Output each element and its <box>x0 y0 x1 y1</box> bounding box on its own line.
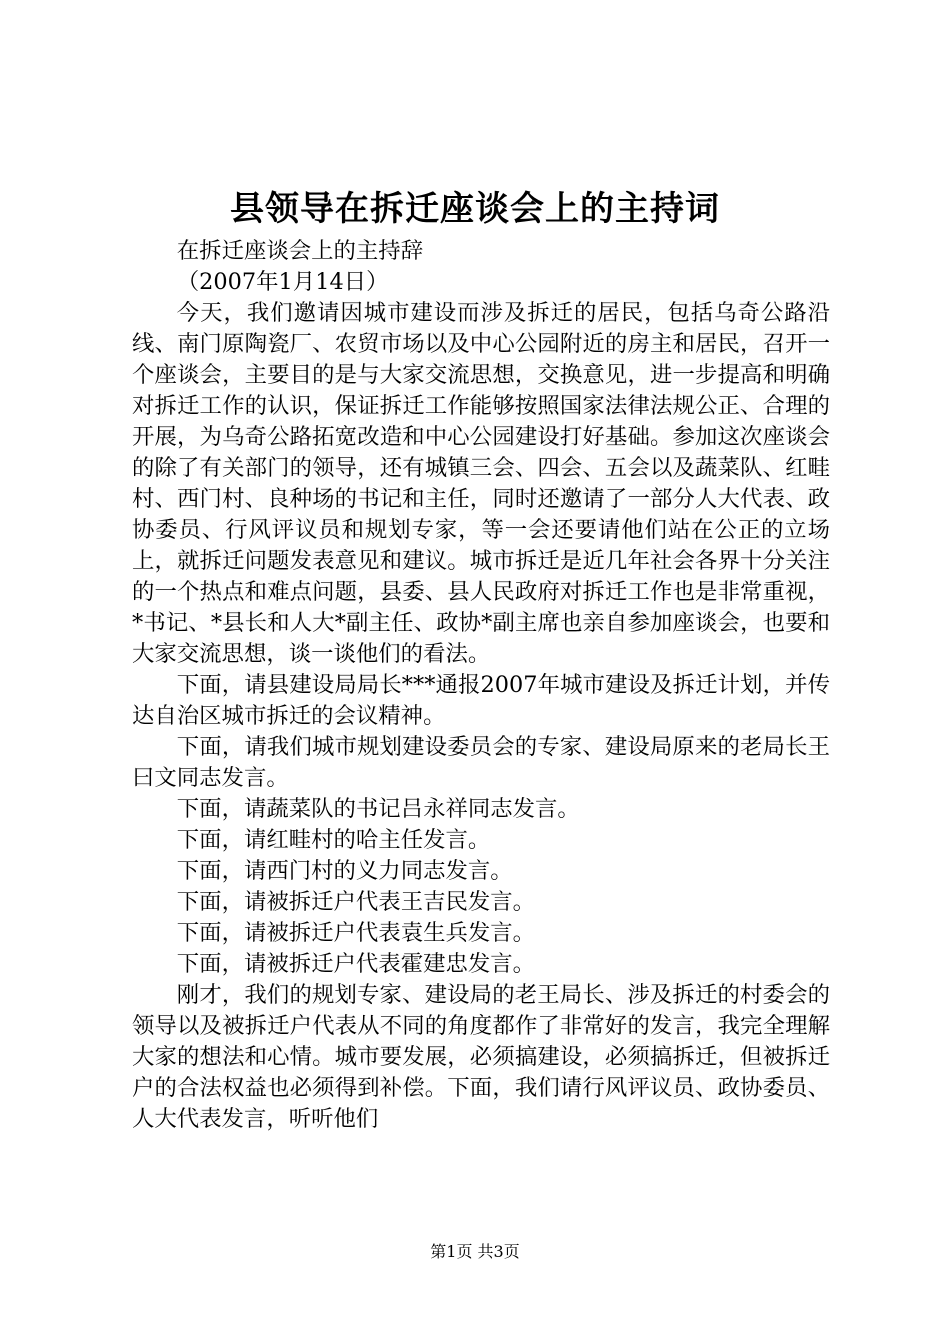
paragraph: 下面，请西门村的义力同志发言。 <box>176 858 513 884</box>
paragraph: 下面，请我们城市规划建设委员会的专家、建设局原来的老局长王曰文同志发言。 <box>132 734 830 791</box>
paragraph: 下面，请蔬菜队的书记吕永祥同志发言。 <box>176 796 580 822</box>
page-footer: 第1页 共3页 <box>430 1242 520 1261</box>
paragraph: 下面，请红畦村的哈主任发言。 <box>176 827 491 853</box>
paragraph: 下面，请被拆迁户代表袁生兵发言。 <box>176 920 536 946</box>
date-line: （2007年1月14日） <box>176 269 389 295</box>
document-body <box>132 236 830 1135</box>
paragraph: 下面，请被拆迁户代表霍建忠发言。 <box>176 951 536 977</box>
paragraph: 下面，请县建设局局长***通报2007年城市建设及拆迁计划，并传达自治区城市拆迁的会议精神。 <box>132 672 830 729</box>
document-title: 县领导在拆迁座谈会上的主持词 <box>230 189 720 229</box>
paragraph: 下面，请被拆迁户代表王吉民发言。 <box>176 889 536 915</box>
subtitle: 在拆迁座谈会上的主持辞 <box>176 238 424 264</box>
paragraph: 今天，我们邀请因城市建设而涉及拆迁的居民，包括乌奇公路沿线、南门原陶瓷厂、农贸市场以及中心公园附近的房主和居民，召开一个座谈会，主要目的是与大家交流思想，交换意见，进一步提高和明确对拆迁工作的认识，保证拆迁工作能够按照国家法律法规公正、合理的开展，为乌奇公路拓宽改造和中心公园建设打好基础。参加这次座谈会的除了有关部门的领导，还有城镇三会、四会、五会以及蔬菜队、红畦村、西门村、良种场的书记和主任，同时还邀请了一部分人大代表、政协委员、行风评议员和规划专家，等一会还要请他们站在公正的立场上，就拆迁问题发表意见和建议。城市拆迁是近几年社会各界十分关注的一个热点和难点问题，县委、县人民政府对拆迁工作也是非常重视，*书记、*县长和人大*副主任、政协*副主席也亲自参加座谈会，也要和大家交流思想，谈一谈他们的看法。 <box>132 300 830 667</box>
paragraph: 刚才，我们的规划专家、建设局的老王局长、涉及拆迁的村委会的领导以及被拆迁户代表从不同的角度都作了非常好的发言，我完全理解大家的想法和心情。城市要发展，必须搞建设，必须搞拆迁，但被拆迁户的合法权益也必须得到补偿。下面，我们请行风评议员、政协委员、人大代表发言，听听他们 <box>132 982 830 1132</box>
